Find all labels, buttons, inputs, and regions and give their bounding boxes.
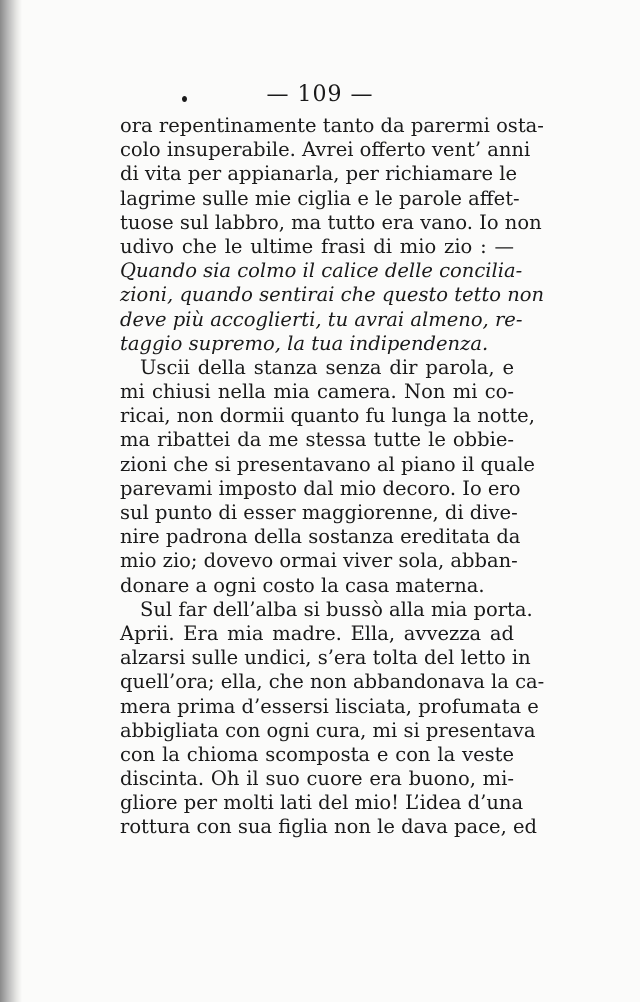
text-line: Quando sia colmo il calice delle concilia- — [120, 259, 523, 283]
text-line: gliore per molti lati del mio! L’idea d’una — [120, 791, 524, 815]
text-line: di vita per appianarla, per richiamare le — [120, 162, 517, 186]
body-text — [120, 114, 545, 840]
text-line: donare a ogni costo la casa materna. — [120, 573, 485, 597]
text-line: zioni che si presentavano al piano il quale — [120, 452, 535, 476]
page-number: — 109 — — [266, 82, 374, 107]
text-line: udivo che le ultime frasi di mio zio : — — [120, 234, 514, 258]
text-line: mi chiusi nella mia camera. Non mi co- — [120, 380, 514, 404]
text-line: abbigliata con ogni cura, mi si presentava — [120, 718, 536, 742]
text-line: nire padrona della sostanza ereditata da — [120, 525, 521, 549]
text-line: mera prima d’essersi lisciata, profumata e — [120, 694, 539, 718]
text-line: tuose sul labbro, ma tutto era vano. Io non — [120, 210, 542, 234]
page-spine-shadow — [0, 0, 22, 1002]
paragraph-start-line: Sul far dell’alba si bussò alla mia porta. — [140, 597, 533, 621]
text-line: sul punto di esser maggiorenne, di dive- — [120, 501, 518, 524]
text-line: mio zio; dovevo ormai viver sola, abban- — [120, 549, 518, 573]
text-line: ma ribattei da me stessa tutte le obbie- — [120, 428, 514, 452]
text-line: rottura con sua figlia non le dava pace, ed — [120, 815, 538, 839]
text-line: con la chioma scomposta e con la veste — [120, 742, 514, 766]
text-line: taggio supremo, la tua indipendenza. — [120, 331, 489, 355]
text-line: alzarsi sulle undici, s’era tolta del letto in — [120, 646, 531, 670]
text-line: discinta. Oh il suo cuore era buono, mi- — [120, 767, 514, 791]
paragraph-start-line: Uscii della stanza senza dir parola, e — [140, 355, 514, 379]
text-line: colo insuperabile. Avrei offerto vent’ anni — [120, 138, 531, 162]
text-line: zioni, quando sentirai che questo tetto non — [120, 283, 545, 307]
text-line: parevami imposto dal mio decoro. Io ero — [120, 476, 521, 500]
text-line: Aprii. Era mia madre. Ella, avvezza ad — [120, 621, 514, 645]
text-line: lagrime sulle mie ciglia e le parole affet- — [120, 186, 520, 210]
text-line: ora repentinamente tanto da parermi osta- — [120, 114, 544, 137]
text-line: ricai, non dormii quanto fu lunga la notte, — [120, 404, 535, 428]
text-line: quell’ora; ella, che non abbandonava la ca- — [120, 670, 545, 694]
text-line: deve più accoglierti, tu avrai almeno, re- — [120, 307, 523, 331]
